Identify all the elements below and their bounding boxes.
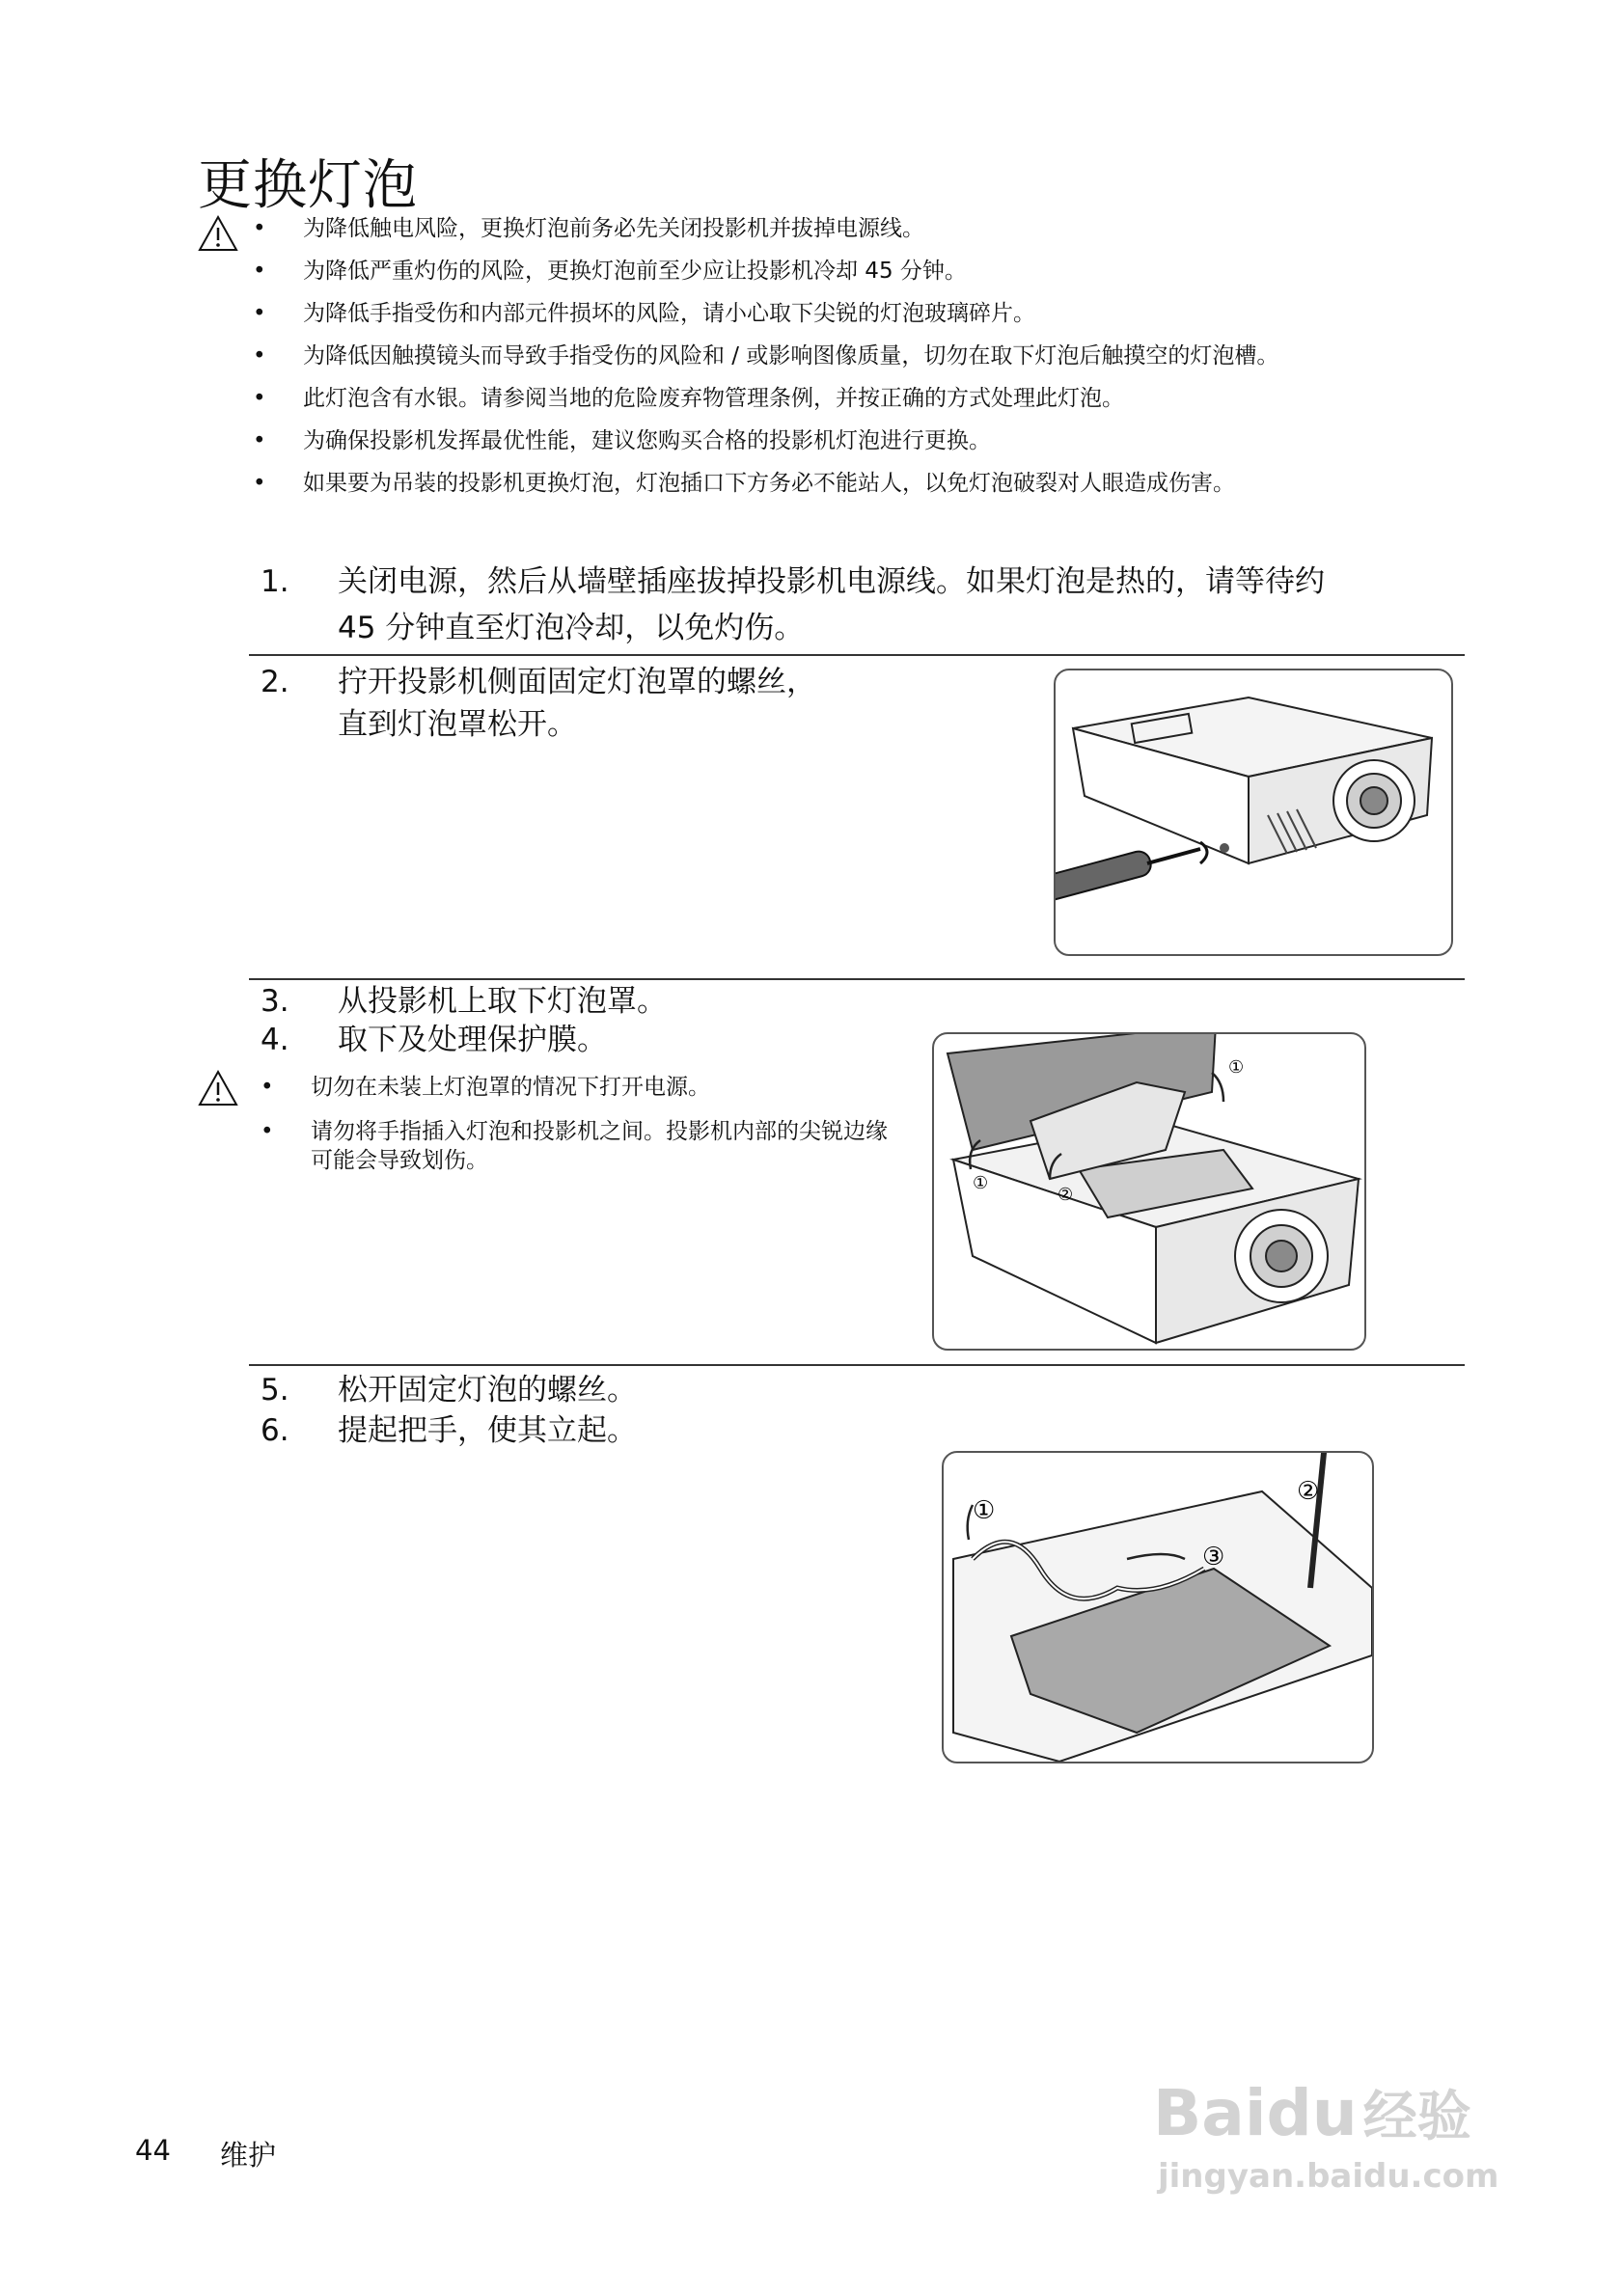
warning-item: • 为确保投影机发挥最优性能，建议您购买合格的投影机灯泡进行更换。 [253,426,1469,455]
step-1 [261,560,1467,656]
warning-item: • 此灯泡含有水银。请参阅当地的危险废弃物管理条例，并按正确的方式处理此灯泡。 [253,384,1469,413]
step-text-line: 关闭电源，然后从墙壁插座拔掉投影机电源线。如果灯泡是热的，请等待约 [338,564,1325,599]
step-text: 提起把手，使其立起。 [338,1413,637,1448]
projector-illustration [1056,670,1451,954]
step-number: 2. [261,665,289,699]
step-number: 6. [261,1413,289,1448]
callout-1: ① [973,1173,989,1193]
figure-lamp-handle [942,1451,1374,1763]
warning-list-mid [261,1073,888,1190]
section-name: 维护 [220,2139,277,2172]
divider [249,654,1465,656]
warning-item: • 为降低手指受伤和内部元件损坏的风险，请小心取下尖锐的灯泡玻璃碎片。 [253,299,1469,328]
step-number: 1. [261,564,289,599]
warning-icon [197,214,239,253]
step-text: 松开固定灯泡的螺丝。 [338,1373,637,1408]
step-number: 3. [261,984,289,1019]
callout-2: ② [1058,1185,1074,1205]
step-4 [261,1018,859,1062]
lamp-handle-illustration [944,1453,1372,1762]
warning-item: • 为降低严重灼伤的风险，更换灯泡前至少应让投影机冷却 45 分钟。 [253,257,1469,286]
step-text-line: 直到灯泡罩松开。 [338,707,577,742]
step-2 [261,660,859,756]
page-number: 44 [135,2134,171,2167]
step-6 [261,1408,859,1453]
warning-list [253,214,1469,511]
figure-projector-screw [1054,669,1453,956]
warning-icon [197,1069,239,1107]
figure-lamp-cover [932,1032,1366,1351]
divider [249,1364,1465,1366]
lamp-cover-illustration [934,1034,1364,1349]
step-5 [261,1368,859,1412]
callout-1: ① [1228,1057,1245,1078]
step-text-line: 45 分钟直至灯泡冷却，以免灼伤。 [338,611,805,645]
callout-1: ① [973,1496,996,1525]
warning-item: • 为降低因触摸镜头而导致手指受伤的风险和 / 或影响图像质量，切勿在取下灯泡后触摸空的灯泡槽。 [253,342,1469,370]
step-text-line: 拧开投影机侧面固定灯泡罩的螺丝， [338,665,816,699]
warning-item: • 切勿在未装上灯泡罩的情况下打开电源。 [261,1073,888,1102]
callout-2: ② [1297,1477,1320,1506]
step-text: 从投影机上取下灯泡罩。 [338,984,667,1019]
step-number: 4. [261,1023,289,1057]
step-text: 取下及处理保护膜。 [338,1023,607,1057]
callout-3: ③ [1202,1543,1225,1572]
page-title: 更换灯泡 [198,154,418,217]
warning-item: • 如果要为吊装的投影机更换灯泡，灯泡插口下方务必不能站人，以免灯泡破裂对人眼造成伤害。 [253,469,1469,498]
watermark-url: jingyan.baidu.com [1158,2157,1499,2196]
watermark-logo: Baidu 经验 [1153,2076,1471,2150]
warning-item: • 请勿将手指插入灯泡和投影机之间。投影机内部的尖锐边缘可能会导致划伤。 [261,1117,888,1175]
warning-item: • 为降低触电风险，更换灯泡前务必先关闭投影机并拔掉电源线。 [253,214,1469,243]
step-number: 5. [261,1373,289,1408]
